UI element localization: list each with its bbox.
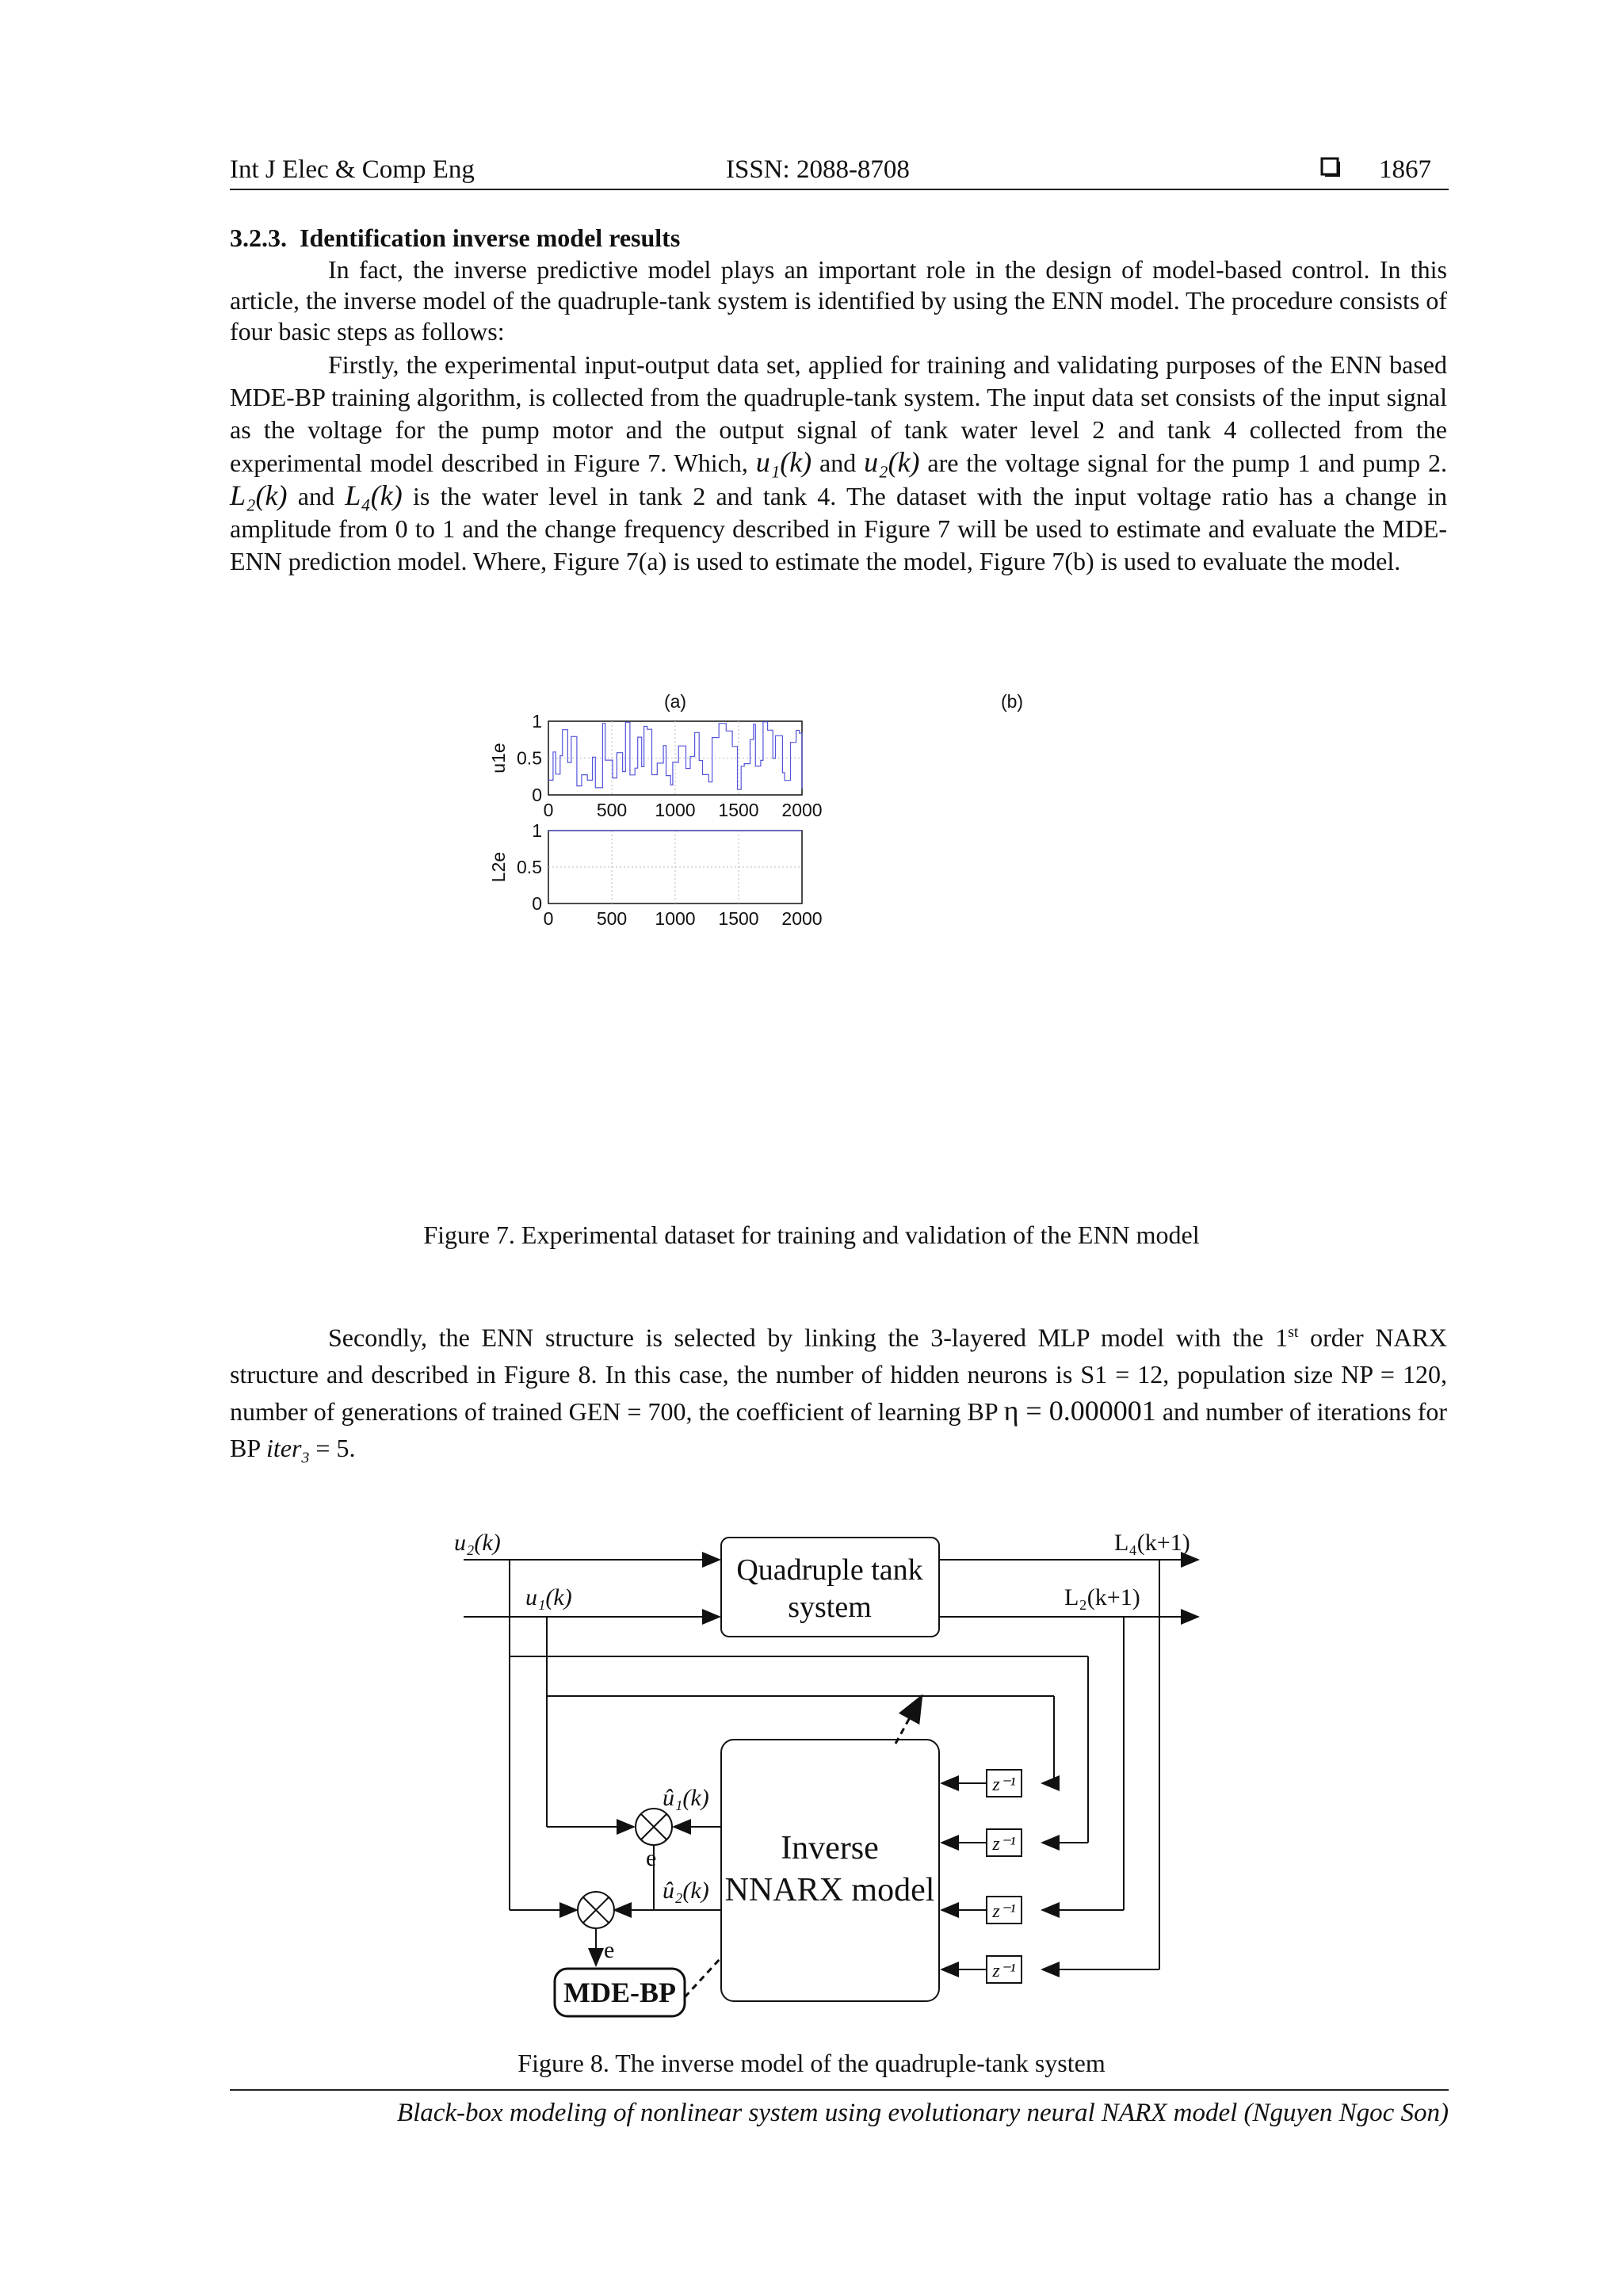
x-tick-label: 2000 <box>781 908 823 929</box>
plant-label-line2: system <box>788 1591 872 1624</box>
delay-label-3: z⁻¹ <box>992 1901 1016 1922</box>
para2-part2: and <box>819 449 857 477</box>
panel-a-title: (a) <box>663 691 687 712</box>
figure-8-caption: Figure 8. The inverse model of the quadruple-tank system <box>517 2049 1106 2077</box>
math-eta: η = 0.000001 <box>1003 1394 1156 1427</box>
x-tick-label: 1500 <box>718 800 759 820</box>
model-label-line1: Inverse <box>781 1830 879 1866</box>
para2-part4: and <box>297 482 334 510</box>
error-label-2: e <box>604 1937 615 1963</box>
para3-part1: Secondly, the ENN structure is selected by linking the 3-layered MLP model with the 1 <box>328 1323 1289 1352</box>
output-L2-label: L₂(k+1) <box>1064 1584 1140 1610</box>
x-tick-label: 2000 <box>781 800 823 820</box>
estimate-u1-label: û₁(k) <box>663 1785 709 1811</box>
iter-label: iter <box>265 1433 302 1462</box>
page-number: 1867 <box>1379 155 1431 184</box>
input-u2-label: u₂(k) <box>454 1530 501 1556</box>
figure-7-chart <box>475 682 1189 1205</box>
model-label-line2: NNARX model <box>724 1872 935 1908</box>
journal-name: Int J Elec & Comp Eng <box>230 155 475 184</box>
math-L2: L₂(k) <box>230 479 288 511</box>
page-marker-icon <box>1320 155 1341 185</box>
footer-citation: Black-box modeling of nonlinear system using evolutionary neural NARX model (Nguyen Ngoc Son) <box>396 2099 1449 2127</box>
math-u1: u₁(k) <box>755 446 812 478</box>
x-tick-label: 500 <box>596 908 628 929</box>
output-L4-label: L₄(k+1) <box>1114 1530 1190 1556</box>
delay-label-2: z⁻¹ <box>992 1834 1016 1855</box>
header-rule <box>230 189 1449 190</box>
delay-label-4: z⁻¹ <box>992 1961 1016 1981</box>
plant-label-line1: Quadruple tank <box>736 1553 923 1587</box>
x-tick-label: 0 <box>543 800 554 820</box>
math-L4: L₄(k) <box>345 479 403 511</box>
input-u1-label: u₁(k) <box>525 1584 572 1610</box>
delay-label-1: z⁻¹ <box>992 1775 1016 1795</box>
y-tick-label: 0.5 <box>517 747 542 769</box>
y-tick-label: 1 <box>532 820 542 841</box>
para2-part5: is the water level in tank 2 and tank 4. The dataset with the input voltage ratio has a change in amplitude from 0 to 1 and the change frequency described in Figure 7 will be used to estimate and evaluate the MDE-ENN prediction model. Where, Figure 7(a) is used to estimate the model, Figure 7(b) is used to evaluate the model. <box>230 482 1448 575</box>
para3-part3: and number of iterations for BP <box>230 1396 1448 1462</box>
x-tick-label: 0 <box>543 908 554 929</box>
x-tick-label: 1000 <box>655 908 696 929</box>
para3-sup: st <box>1288 1324 1299 1341</box>
y-axis-label: u1e <box>488 743 509 774</box>
para2-part1: Firstly, the experimental input-output data set, applied for training and validating purposes of the ENN based MDE-BP training algorithm, is collected from the quadruple-tank system. The input data set consists of the input signal as the voltage for the pump motor and the output signal of tank water level 2 and tank 4 collected from the experimental model described in Figure 7. Which, <box>230 350 1447 477</box>
trainer-label: MDE-BP <box>563 1977 676 2008</box>
y-tick-label: 1 <box>532 711 542 732</box>
issn: ISSN: 2088-8708 <box>726 155 910 184</box>
figure-8-diagram <box>444 1506 1236 2021</box>
series-line-u1e <box>548 722 802 789</box>
y-axis-label: L2e <box>488 851 509 883</box>
section-title: 3.2.3. Identification inverse model results <box>230 223 681 252</box>
para3-part4: = 5. <box>315 1433 356 1462</box>
math-u2: u₂(k) <box>864 446 920 478</box>
para3-part2: order NARX structure and described in Figure 8. In this case, the number of hidden neurons is S1 = 12, population size NP = 120, number of generations of trained GEN = 700, the coefficient of learning BP <box>230 1323 1448 1426</box>
paragraph-intro-text: In fact, the inverse predictive model plays an important role in the design of model-based control. In this article, the inverse model of the quadruple-tank system is identified by using the ENN model. The procedure consists of four basic steps as follows: <box>230 255 1447 346</box>
iter-sub: 3 <box>301 1449 310 1467</box>
x-tick-label: 500 <box>596 800 628 820</box>
y-tick-label: 0.5 <box>517 857 542 877</box>
footer-rule <box>230 2089 1449 2091</box>
panel-b-title: (b) <box>1000 691 1024 712</box>
paragraph-intro <box>230 254 1447 347</box>
y-tick-label: 0 <box>532 893 542 914</box>
para2-part3: are the voltage signal for the pump 1 and pump 2. <box>927 449 1447 477</box>
paragraph-dataset <box>230 349 1447 578</box>
estimate-u2-label: û₂(k) <box>663 1878 709 1904</box>
figure-7-caption: Figure 7. Experimental dataset for training and validation of the ENN model <box>423 1221 1200 1249</box>
paragraph-structure <box>230 1314 1447 1476</box>
error-label-1: e <box>646 1845 657 1871</box>
x-tick-label: 1000 <box>655 800 696 820</box>
y-tick-label: 0 <box>532 785 542 805</box>
x-tick-label: 1500 <box>718 908 759 929</box>
